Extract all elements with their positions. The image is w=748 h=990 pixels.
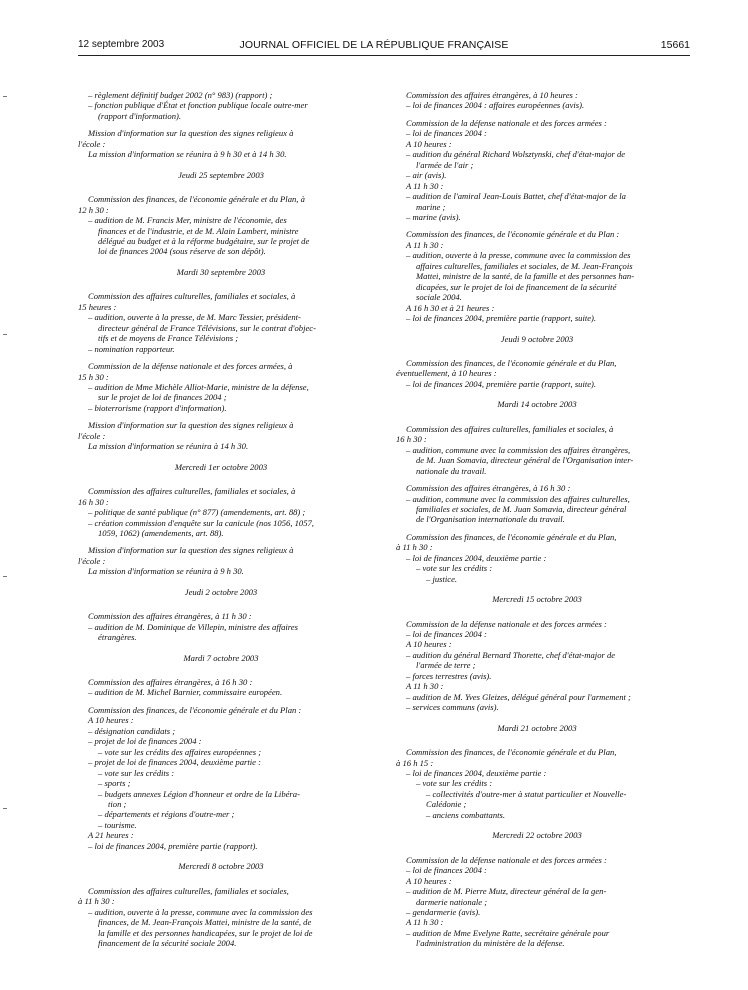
- agenda-line: marine ;: [416, 201, 446, 212]
- agenda-line: Mission d'information sur la question des signes religieux à: [88, 420, 294, 431]
- agenda-line: – bioterrorisme (rapport d'information).: [88, 402, 227, 413]
- left-column: [78, 90, 364, 948]
- section-spacer: [396, 820, 678, 830]
- paragraph-spacer: [78, 538, 364, 545]
- agenda-line: – budgets annexes Légion d'honneur et ordre de la Libéra-: [98, 788, 300, 799]
- agenda-line: Mission d'information sur la question des signes religieux à: [88, 128, 294, 139]
- agenda-line: A 10 heures :: [88, 715, 134, 726]
- agenda-line: – loi de finances 2004 :: [406, 865, 487, 876]
- paragraph-spacer: [396, 525, 678, 532]
- agenda-line: Commission des affaires étrangères, à 11 h 30 :: [88, 611, 252, 622]
- agenda-line: – audition, ouverte à la presse, commune avec la commission des: [88, 906, 313, 917]
- agenda-line: 16 h 30 :: [396, 434, 427, 445]
- agenda-line: – loi de finances 2004, première partie (rapport).: [88, 840, 258, 851]
- agenda-line: l'école :: [78, 555, 106, 566]
- section-spacer: [396, 324, 678, 334]
- section-spacer: [78, 257, 364, 267]
- right-column: [396, 90, 678, 949]
- section-spacer: [396, 605, 678, 612]
- section-date-heading: Mercredi 22 octobre 2003: [492, 830, 582, 841]
- agenda-line: – audition, commune avec la commission des affaires étrangères,: [406, 444, 631, 455]
- paragraph-spacer: [396, 222, 678, 229]
- agenda-line: A 11 h 30 :: [406, 681, 444, 692]
- paragraph-spacer: [78, 879, 364, 886]
- paragraph-spacer: [396, 351, 678, 358]
- agenda-line: – projet de loi de finances 2004 :: [88, 736, 202, 747]
- agenda-line: – anciens combattants.: [426, 809, 506, 820]
- section-spacer: [78, 277, 364, 284]
- agenda-line: Calédonie ;: [426, 799, 467, 810]
- agenda-line: la famille et des personnes handicapées, sur le projet de loi de: [98, 927, 313, 938]
- section-spacer: [78, 643, 364, 653]
- agenda-line: Commission des affaires culturelles, familiales et sociales,: [88, 885, 289, 896]
- agenda-line: – vote sur les crédits :: [416, 778, 493, 789]
- agenda-line: – gendarmerie (avis).: [406, 907, 481, 917]
- agenda-line: A 10 heures :: [406, 875, 452, 886]
- agenda-line: darmerie nationale ;: [416, 896, 488, 907]
- section-spacer: [396, 713, 678, 723]
- agenda-line: – loi de finances 2004, première partie (rapport, suite).: [406, 378, 597, 389]
- agenda-line: – nomination rapporteur.: [88, 343, 175, 354]
- agenda-line: – loi de finances 2004 : affaires européennes (avis).: [406, 100, 585, 111]
- agenda-line: – vote sur les crédits des affaires européennes ;: [98, 746, 262, 757]
- agenda-line: tion ;: [108, 799, 127, 810]
- agenda-line: A 11 h 30 :: [406, 917, 444, 928]
- agenda-line: Commission de la défense nationale et des forces armées :: [406, 618, 607, 629]
- agenda-line: A 21 heures :: [88, 830, 134, 841]
- agenda-line: – audition de M. Yves Gleizes, délégué général pour l'armement ;: [406, 691, 631, 702]
- section-date-heading: Mardi 7 octobre 2003: [183, 652, 259, 663]
- paragraph-spacer: [396, 612, 678, 619]
- section-date-heading: Mardi 21 octobre 2003: [497, 722, 577, 733]
- paragraph-spacer: [78, 604, 364, 611]
- paragraph-spacer: [78, 670, 364, 677]
- agenda-line: l'armée de l'air ;: [416, 159, 474, 170]
- section-spacer: [78, 180, 364, 187]
- agenda-line: Commission des affaires culturelles, familiales et sociales, à: [88, 291, 296, 302]
- agenda-line: – air (avis).: [406, 170, 447, 181]
- agenda-line: affaires culturelles, familiales et sociales, de M. Jean-François: [416, 260, 633, 271]
- header-page-number: 15661: [660, 39, 690, 51]
- section-spacer: [78, 452, 364, 462]
- agenda-line: – audition de M. Pierre Mutz, directeur général de la gen-: [406, 886, 607, 897]
- agenda-line: finances et de l'industrie, et de M. Alain Lambert, ministre: [98, 225, 299, 236]
- section-spacer: [396, 733, 678, 740]
- agenda-line: Commission des finances, de l'économie générale et du Plan,: [406, 531, 617, 542]
- paragraph-spacer: [78, 284, 364, 291]
- header-date: 12 septembre 2003: [78, 39, 165, 50]
- agenda-line: Commission des affaires culturelles, familiales et sociales, à: [88, 486, 296, 497]
- agenda-line: Commission des finances, de l'économie générale et du Plan :: [88, 704, 302, 715]
- agenda-line: A 11 h 30 :: [406, 180, 444, 191]
- agenda-line: Commission des finances, de l'économie générale et du Plan,: [406, 747, 617, 758]
- agenda-line: 16 h 30 :: [78, 496, 109, 507]
- agenda-line: 15 heures :: [78, 301, 117, 312]
- agenda-line: La mission d'information se réunira à 14 h 30.: [88, 441, 249, 452]
- agenda-line: Commission des affaires étrangères, à 16 h 30 :: [88, 677, 253, 688]
- agenda-line: l'école :: [78, 138, 106, 149]
- agenda-line: – vote sur les crédits :: [416, 563, 493, 574]
- paragraph-spacer: [396, 848, 678, 855]
- agenda-line: – politique de santé publique (n° 877) (amendements, art. 88) ;: [88, 507, 306, 518]
- agenda-line: sur le projet de loi de finances 2004 ;: [98, 392, 227, 403]
- section-spacer: [78, 160, 364, 170]
- agenda-line: étrangères.: [98, 632, 137, 643]
- agenda-line: délégué au budget et à la réforme budgétaire, sur le projet de: [98, 235, 310, 246]
- agenda-line: 1059, 1062) (amendements, art. 88).: [98, 527, 224, 538]
- section-spacer: [396, 584, 678, 594]
- agenda-line: l'école :: [78, 430, 106, 441]
- agenda-line: La mission d'information se réunira à 9 h 30 et à 14 h 30.: [88, 149, 287, 160]
- agenda-line: – audition de M. Michel Barnier, commissaire européen.: [88, 687, 283, 698]
- agenda-line: à 16 h 15 :: [396, 757, 434, 768]
- agenda-line: – audition, commune avec la commission des affaires culturelles,: [406, 493, 630, 504]
- agenda-line: nationale du travail.: [416, 465, 487, 476]
- agenda-line: – loi de finances 2004 :: [406, 629, 487, 640]
- agenda-line: Commission des finances, de l'économie générale et du Plan,: [406, 357, 617, 368]
- agenda-line: de l'Organisation internationale du travail.: [416, 514, 565, 525]
- agenda-line: – audition de l'amiral Jean-Louis Battet, chef d'état-major de la: [406, 191, 626, 202]
- agenda-line: familiales et sociales, de M. Juan Somavia, directeur général: [416, 503, 627, 514]
- section-spacer: [78, 851, 364, 861]
- agenda-line: financement de la sécurité sociale 2004.: [98, 938, 237, 948]
- agenda-line: Commission des finances, de l'économie générale et du Plan :: [406, 229, 620, 240]
- agenda-line: A 11 h 30 :: [406, 239, 444, 250]
- agenda-line: sociale 2004.: [416, 292, 462, 303]
- section-spacer: [78, 872, 364, 879]
- paragraph-spacer: [396, 417, 678, 424]
- section-spacer: [396, 389, 678, 399]
- agenda-line: finances, de M. Jean-François Mattei, ministre de la santé, de: [98, 917, 312, 928]
- header-rule: [78, 55, 690, 56]
- header-title: JOURNAL OFFICIEL DE LA RÉPUBLIQUE FRANÇAISE: [239, 39, 509, 51]
- agenda-line: (rapport d'information).: [98, 110, 182, 121]
- paragraph-spacer: [78, 413, 364, 420]
- agenda-line: – audition, ouverte à la presse, de M. Marc Tessier, président-: [88, 312, 301, 323]
- paragraph-spacer: [78, 698, 364, 705]
- agenda-line: – sports ;: [98, 778, 131, 789]
- agenda-line: – services communs (avis).: [406, 702, 499, 713]
- agenda-line: – projet de loi de finances 2004, deuxième partie :: [88, 757, 261, 768]
- section-spacer: [396, 841, 678, 848]
- agenda-line: – désignation candidats ;: [88, 725, 176, 736]
- agenda-line: Mattei, ministre de la santé, de la famille et des personnes han-: [416, 271, 635, 282]
- section-date-heading: Mercredi 8 octobre 2003: [178, 861, 264, 872]
- agenda-line: – audition du général Richard Wolsztynski, chef d'état-major de: [406, 149, 626, 160]
- agenda-line: – loi de finances 2004, deuxième partie :: [406, 552, 547, 563]
- agenda-line: 15 h 30 :: [78, 371, 109, 382]
- agenda-line: Mission d'information sur la question des signes religieux à: [88, 545, 294, 556]
- agenda-line: A 10 heures :: [406, 138, 452, 149]
- agenda-line: – forces terrestres (avis).: [406, 670, 492, 681]
- paragraph-spacer: [78, 354, 364, 361]
- section-spacer: [78, 597, 364, 604]
- section-date-heading: Jeudi 25 septembre 2003: [178, 169, 264, 180]
- agenda-line: A 16 h 30 et à 21 heures :: [406, 302, 495, 313]
- margin-mark: [3, 334, 7, 335]
- agenda-line: éventuellement, à 10 heures :: [396, 368, 497, 379]
- paragraph-spacer: [78, 187, 364, 194]
- agenda-line: – vote sur les crédits :: [98, 767, 175, 778]
- agenda-line: Commission des finances, de l'économie générale et du Plan, à: [88, 194, 305, 205]
- agenda-line: loi de finances 2004 (sous réserve de son dépôt).: [98, 246, 266, 257]
- agenda-line: Commission de la défense nationale et des forces armées, à: [88, 361, 293, 372]
- agenda-line: Commission des affaires étrangères, à 16 h 30 :: [406, 483, 571, 494]
- agenda-line: – création commission d'enquête sur la canicule (nos 1056, 1057,: [88, 517, 314, 528]
- margin-mark: [3, 808, 7, 809]
- section-spacer: [396, 344, 678, 351]
- agenda-line: – départements et régions d'outre-mer ;: [98, 809, 235, 820]
- section-spacer: [396, 410, 678, 417]
- agenda-line: – tourisme.: [98, 819, 137, 830]
- agenda-line: – audition de M. Dominique de Villepin, ministre des affaires: [88, 621, 298, 632]
- agenda-line: – règlement définitif budget 2002 (n° 983) (rapport) ;: [88, 90, 273, 100]
- agenda-line: l'armée de terre ;: [416, 660, 476, 671]
- section-date-heading: Mardi 14 octobre 2003: [497, 399, 577, 410]
- agenda-line: – loi de finances 2004 :: [406, 128, 487, 139]
- agenda-line: – audition de Mme Michèle Alliot-Marie, ministre de la défense,: [88, 381, 309, 392]
- agenda-line: à 11 h 30 :: [78, 896, 115, 907]
- agenda-line: tifs et de moyens de France Télévisions ;: [98, 333, 239, 344]
- agenda-line: – loi de finances 2004, deuxième partie :: [406, 768, 547, 779]
- paragraph-spacer: [396, 740, 678, 747]
- agenda-line: – audition, ouverte à la presse, commune avec la commission des: [406, 250, 631, 261]
- section-date-heading: Jeudi 2 octobre 2003: [184, 586, 258, 597]
- paragraph-spacer: [396, 476, 678, 483]
- agenda-line: Commission des affaires étrangères, à 10 heures :: [406, 90, 578, 100]
- paragraph-spacer: [396, 111, 678, 118]
- section-spacer: [78, 472, 364, 479]
- section-spacer: [78, 663, 364, 670]
- agenda-line: – marine (avis).: [406, 211, 461, 222]
- paragraph-spacer: [78, 479, 364, 486]
- agenda-line: La mission d'information se réunira à 9 h 30.: [88, 566, 244, 577]
- agenda-line: – audition de M. Francis Mer, ministre de l'économie, des: [88, 215, 287, 226]
- section-date-heading: Jeudi 9 octobre 2003: [500, 333, 574, 344]
- margin-mark: [3, 576, 7, 577]
- agenda-line: de M. Juan Somavia, directeur général de l'Organisation inter-: [416, 455, 634, 466]
- margin-mark: [3, 96, 7, 97]
- section-spacer: [78, 577, 364, 587]
- agenda-line: – collectivités d'outre-mer à statut particulier et Nouvelle-: [426, 788, 627, 799]
- paragraph-spacer: [78, 121, 364, 128]
- agenda-line: dicapées, sur le projet de loi de financement de la sécurité: [416, 281, 617, 292]
- agenda-line: 12 h 30 :: [78, 204, 109, 215]
- agenda-line: Commission de la défense nationale et des forces armées :: [406, 854, 607, 865]
- section-date-heading: Mercredi 15 octobre 2003: [492, 594, 582, 605]
- agenda-line: – fonction publique d'État et fonction publique locale outre-mer: [88, 100, 308, 111]
- agenda-line: Commission de la défense nationale et des forces armées :: [406, 117, 607, 128]
- agenda-line: – audition de Mme Evelyne Ratte, secrétaire générale pour: [406, 927, 610, 938]
- agenda-line: Commission des affaires culturelles, familiales et sociales, à: [406, 423, 614, 434]
- agenda-line: – audition du général Bernard Thorette, chef d'état-major de: [406, 649, 616, 660]
- section-date-heading: Mercredi 1er octobre 2003: [174, 461, 268, 472]
- agenda-line: A 10 heures :: [406, 639, 452, 650]
- agenda-line: l'administration du ministère de la défense.: [416, 938, 565, 949]
- agenda-line: à 11 h 30 :: [396, 542, 433, 553]
- agenda-line: – justice.: [426, 573, 458, 584]
- section-date-heading: Mardi 30 septembre 2003: [176, 266, 266, 277]
- agenda-line: – loi de finances 2004, première partie (rapport, suite).: [406, 313, 597, 324]
- agenda-line: directeur général de France Télévisions, sur le contrat d'objec-: [98, 322, 316, 333]
